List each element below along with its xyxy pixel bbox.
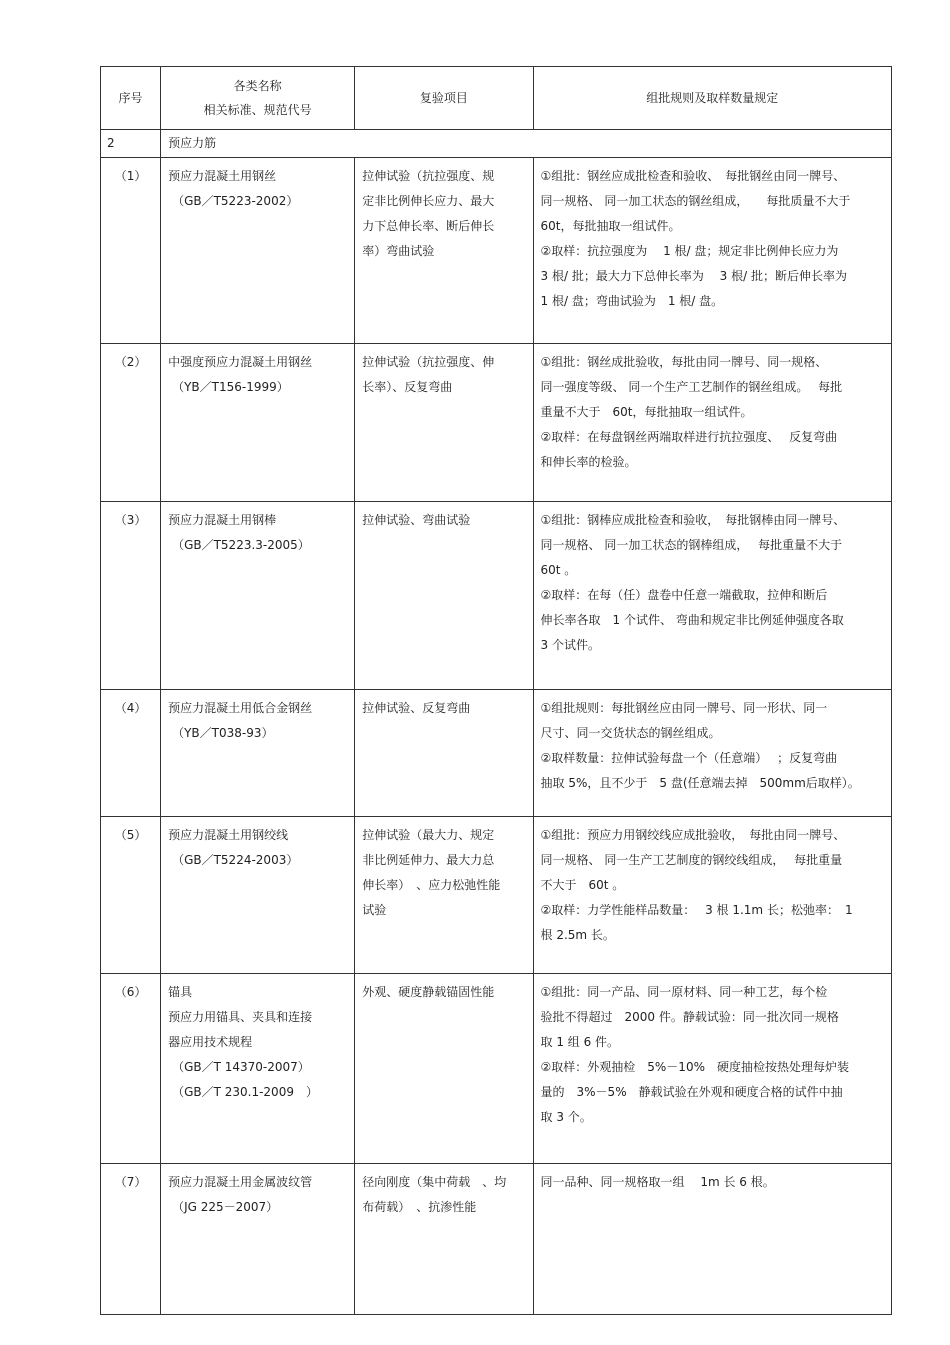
header-row <box>101 67 892 130</box>
row-name-line: 预应力用锚具、夹具和连接 <box>168 1010 313 1024</box>
header-rules: 组批规则及取样数量规定 <box>533 67 891 130</box>
row-items <box>355 158 533 344</box>
row-name-line: 预应力混凝土用低合金钢丝 <box>168 701 313 715</box>
row-name-line: （GB／T 14370-2007） <box>172 1060 310 1074</box>
row-items <box>355 502 533 690</box>
row-rules-line: ②取样：外观抽检 5%－10% 硬度抽检按热处理每炉装 <box>540 1060 849 1074</box>
row-items-line: 外观、硬度静载锚固性能 <box>362 985 495 999</box>
row-rules-line: 同一规格、 同一生产工艺制度的钢绞线组成， 每批重量 <box>540 853 843 867</box>
row-rules-line: 同一规格、 同一加工状态的钢棒组成， 每批重量不大于 <box>540 538 843 552</box>
row-name <box>161 502 355 690</box>
row-rules <box>533 690 891 817</box>
row-items-line: 拉伸试验、反复弯曲 <box>362 701 471 715</box>
header-name-line: 各类名称 <box>233 79 282 93</box>
row-items <box>355 817 533 974</box>
row-name-line: 器应用技术规程 <box>168 1035 253 1049</box>
row-rules-line: ①组批：预应力用钢绞线应成批验收， 每批由同一牌号、 <box>540 828 846 842</box>
row-rules-line: ①组批规则：每批钢丝应由同一牌号、同一形状、同一 <box>540 701 828 715</box>
row-rules <box>533 158 891 344</box>
row-rules-line: 抽取 5%，且不少于 5 盘(任意端去掉 500mm后取样）。 <box>540 776 860 790</box>
row-name <box>161 344 355 502</box>
row-items-line: 率）弯曲试验 <box>362 244 435 258</box>
row-name <box>161 690 355 817</box>
row-items <box>355 344 533 502</box>
row-rules-line: ②取样数量：拉伸试验每盘一个（任意端） ；反复弯曲 <box>540 751 838 765</box>
row-rules-line: ①组批：钢棒应成批检查和验收， 每批钢棒由同一牌号、 <box>540 513 846 527</box>
row-items-line: 试验 <box>362 903 387 917</box>
row-rules-line: ②取样：力学性能样品数量： 3 根 1.1m 长；松弛率： 1 <box>540 903 853 917</box>
row-name <box>161 974 355 1164</box>
row-name-line: （GB／T 230.1-2009 ） <box>172 1085 318 1099</box>
row-rules-line: ②取样：在每（任）盘卷中任意一端截取，拉伸和断后 <box>540 588 828 602</box>
section-row <box>101 130 892 158</box>
row-rules-line: ②取样：在每盘钢丝两端取样进行抗拉强度、 反复弯曲 <box>540 430 838 444</box>
row-name-line: （GB／T5223-2002） <box>172 194 299 208</box>
row-rules-line: 取 1 组 6 件。 <box>540 1035 620 1049</box>
row-items <box>355 690 533 817</box>
inspection-spec-table <box>100 66 892 1315</box>
row-rules-line: 60t，每批抽取一组试件。 <box>540 219 681 233</box>
row-rules <box>533 1164 891 1315</box>
row-name-line: （YB／T038-93） <box>172 726 274 740</box>
row-items-line: 非比例延伸力、最大力总 <box>362 853 495 867</box>
row-rules-line: 和伸长率的检验。 <box>540 455 637 469</box>
row-rules-line: 同一强度等级、 同一个生产工艺制作的钢丝组成。 每批 <box>540 380 843 394</box>
row-rules-line: 同一规格、 同一加工状态的钢丝组成， 每批质量不大于 <box>540 194 851 208</box>
row-rules-line: 重量不大于 60t，每批抽取一组试件。 <box>540 405 753 419</box>
table-row <box>101 974 892 1164</box>
header-seq: 序号 <box>101 67 161 130</box>
row-rules-line: ①组批：钢丝应成批检查和验收、 每批钢丝由同一牌号、 <box>540 169 846 183</box>
section-seq: 2 <box>101 130 161 158</box>
row-seq: （5） <box>101 817 161 974</box>
row-rules-line: 验批不得超过 2000 件。静载试验：同一批次同一规格 <box>540 1010 839 1024</box>
row-name-line: （YB／T156-1999） <box>172 380 289 394</box>
row-rules-line: ①组批：钢丝成批验收，每批由同一牌号、同一规格、 <box>540 355 828 369</box>
row-rules-line: 同一品种、同一规格取一组 1m 长 6 根。 <box>540 1175 775 1189</box>
row-seq: （6） <box>101 974 161 1164</box>
row-rules-line: 根 2.5m 长。 <box>540 928 615 942</box>
row-rules-line: 不大于 60t 。 <box>540 878 625 892</box>
table-row <box>101 817 892 974</box>
row-rules-line: 量的 3%－5% 静载试验在外观和硬度合格的试件中抽 <box>540 1085 843 1099</box>
row-name-line: 预应力混凝土用金属波纹管 <box>168 1175 313 1189</box>
row-items <box>355 1164 533 1315</box>
row-rules-line: 1 根/ 盘；弯曲试验为 1 根/ 盘。 <box>540 294 724 308</box>
row-rules-line: 3 个试件。 <box>540 638 600 652</box>
table-row <box>101 344 892 502</box>
row-items-line: 径向刚度（集中荷载 、均 <box>362 1175 507 1189</box>
row-seq: （7） <box>101 1164 161 1315</box>
row-items-line: 拉伸试验（抗拉强度、规 <box>362 169 495 183</box>
row-items-line: 伸长率） 、应力松弛性能 <box>362 878 501 892</box>
row-rules-line: ①组批：同一产品、同一原材料、同一种工艺，每个检 <box>540 985 828 999</box>
row-items-line: 长率）、反复弯曲 <box>362 380 453 394</box>
row-rules-line: 60t 。 <box>540 563 577 577</box>
row-items-line: 拉伸试验、弯曲试验 <box>362 513 471 527</box>
row-rules <box>533 344 891 502</box>
table-row <box>101 1164 892 1315</box>
row-seq: （2） <box>101 344 161 502</box>
row-name-line: 中强度预应力混凝土用钢丝 <box>168 355 313 369</box>
row-items-line: 定非比例伸长应力、最大 <box>362 194 495 208</box>
row-items-line: 拉伸试验（抗拉强度、伸 <box>362 355 495 369</box>
row-rules-line: 伸长率各取 1 个试件、 弯曲和规定非比例延伸强度各取 <box>540 613 844 627</box>
row-name-line: 预应力混凝土用钢绞线 <box>168 828 289 842</box>
row-rules-line: 尺寸、同一交货状态的钢丝组成。 <box>540 726 721 740</box>
row-name-line: 锚具 <box>168 985 193 999</box>
row-seq: （4） <box>101 690 161 817</box>
row-items-line: 力下总伸长率、断后伸长 <box>362 219 495 233</box>
header-items: 复验项目 <box>355 67 533 130</box>
row-rules <box>533 502 891 690</box>
table-row <box>101 690 892 817</box>
row-rules-line: 3 根/ 批；最大力下总伸长率为 3 根/ 批；断后伸长率为 <box>540 269 847 283</box>
row-items-line: 拉伸试验（最大力、规定 <box>362 828 495 842</box>
row-name-line: 预应力混凝土用钢棒 <box>168 513 277 527</box>
row-rules-line: 取 3 个。 <box>540 1110 592 1124</box>
row-name <box>161 1164 355 1315</box>
table-row <box>101 502 892 690</box>
row-name-line: （GB／T5223.3-2005） <box>172 538 310 552</box>
row-seq: （3） <box>101 502 161 690</box>
row-items-line: 布荷载） 、抗渗性能 <box>362 1200 477 1214</box>
row-rules <box>533 974 891 1164</box>
row-name-line: 预应力混凝土用钢丝 <box>168 169 277 183</box>
row-name <box>161 817 355 974</box>
table-row <box>101 158 892 344</box>
row-name-line: （JG 225－2007） <box>172 1200 279 1214</box>
row-items <box>355 974 533 1164</box>
section-title: 预应力筋 <box>161 130 892 158</box>
header-name <box>161 67 355 130</box>
row-seq: （1） <box>101 158 161 344</box>
header-name-line: 相关标准、规范代号 <box>203 103 312 117</box>
row-rules <box>533 817 891 974</box>
row-name <box>161 158 355 344</box>
row-rules-line: ②取样：抗拉强度为 1 根/ 盘；规定非比例伸长应力为 <box>540 244 839 258</box>
row-name-line: （GB／T5224-2003） <box>172 853 299 867</box>
